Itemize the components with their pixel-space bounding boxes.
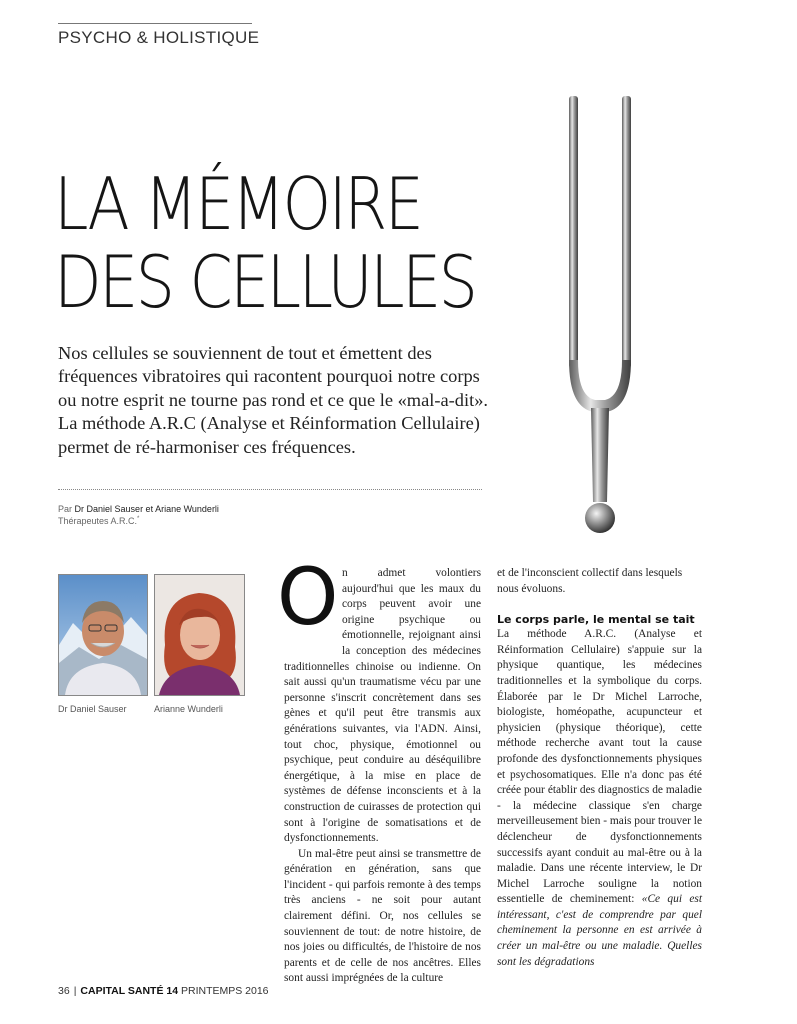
title-line-2: DES CELLULES	[54, 240, 476, 324]
header-rule	[58, 23, 252, 24]
issue-label: PRINTEMPS 2016	[180, 985, 269, 997]
article-lead	[58, 342, 498, 459]
col2-subheading: Le corps parle, le mental se tait	[497, 613, 695, 627]
tuning-fork-image	[560, 90, 640, 540]
byline-authors: Dr Daniel Sauser et Ariane Wunderli	[74, 504, 219, 514]
dotted-divider	[58, 489, 482, 490]
col1-paragraph-1	[284, 566, 481, 847]
col2-quote: «Ce qui est intéressant, c'est de comprendre par quel cheminement la personne en est arrivée à créer un mal-être ou une maladie. Quelles sont les dégradations	[497, 893, 702, 968]
byline-prefix: Par	[58, 504, 73, 514]
byline-role-text: Thérapeutes A.R.C.	[58, 516, 138, 526]
photo-daniel-sauser	[58, 574, 148, 696]
lead-text: Nos cellules se souviennent de tout et émettent des fréquences vibratoires qui racontent pourquoi notre corps ou notre esprit ne tourne pas rond et ce que le «mal-a-dit». La méthode A.R.C (Analyse et Réinformation Cellulaire) permet de ré-harmoniser ces fréquences.	[58, 343, 488, 457]
col2-paragraph-2-text: La méthode A.R.C. (Analyse et Réinformation Cellulaire) s'appuie sur la physique quantique, les médecines traditionnelles et la symbolique du corps. Élaborée par le Dr Michel Larroche, biologiste, homéopathe, acupuncteur et physicien (physique théorique), cette méthode recherche avant tout la cause profonde des dysfonctionnements physiques et psychosomatiques. Elle n'a donc pas été créée pour établir des diagnostics de maladie - la médecine classique s'en charge merveilleusement bien - mais pour trouver le déclencheur de dysfonctionnements successifs ayant conduit au mal-être ou à la maladie. Dans une récente interview, le Dr Michel Larroche souligne la notion essentielle de cheminement:	[497, 628, 702, 906]
portrait-woman-image	[155, 575, 244, 695]
byline-role	[58, 516, 139, 526]
footer-separator: |	[73, 985, 77, 997]
title-line-1: LA MÉMOIRE	[54, 162, 422, 246]
col1-paragraph-2: Un mal-être peut ainsi se transmettre de génération en génération, sans que l'incident - qui parfois remonte à des temps très anciens - ne soit pour autant clairement défini. Or, nos cellules se souviennent de tout: de notre histoire, de nos joies ou difficultés, de l'histoire de nos parents et de celle de nos ancêtres. Elles sont aussi imprégnées de la culture	[284, 847, 481, 985]
col2-paragraph-1: et de l'inconscient collectif dans lesquels nous évoluons.	[497, 567, 683, 595]
col1-paragraph-1-text: n admet volontiers aujourd'hui que les maux du corps peuvent avoir une origine psychique ou émotionnelle, rejoignant ainsi la conception des médecines traditionnelles chinoise ou indienne. On sait aussi qu'un traumatisme vécu par une personne s'inscrit concrètement dans ses gènes et qu'il peut être transmis aux générations suivantes, via l'ADN. Ainsi, tout choc, physique, émotionnel ou psychique, peut conduire au déséquilibre énergétique, à la mise en place de systèmes de défense inconscients et à la construction de cuirasses de protection qui sont à l'origine de somatisations et de dysfonctionnements.	[284, 567, 481, 845]
dropcap-spacer	[284, 566, 342, 646]
photo2-caption: Arianne Wunderli	[154, 704, 223, 714]
byline-role-mark: *	[137, 516, 140, 522]
column-2	[497, 566, 702, 970]
section-label: PSYCHO & HOLISTIQUE	[58, 28, 260, 47]
photo1-caption: Dr Daniel Sauser	[58, 704, 127, 714]
portrait-man-image	[59, 575, 147, 695]
page-number: 36	[58, 985, 70, 997]
article-title	[54, 162, 476, 324]
column-1	[284, 566, 481, 987]
byline	[58, 504, 219, 514]
col2-paragraph-2	[497, 627, 702, 970]
magazine-name: CAPITAL SANTÉ 14	[80, 985, 179, 997]
page-footer	[58, 985, 269, 997]
drop-cap: O	[277, 553, 339, 643]
photo-arianne-wunderli	[154, 574, 245, 696]
